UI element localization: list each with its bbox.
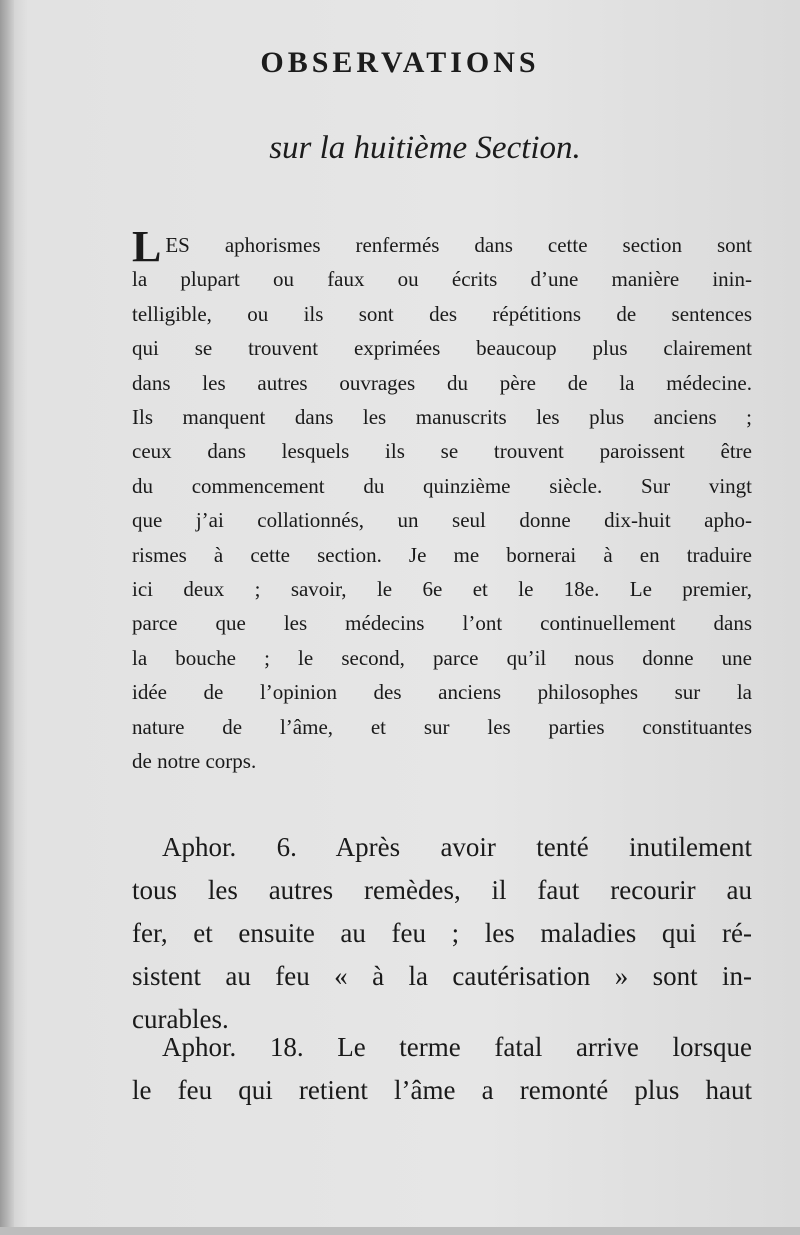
- page-subheading: sur la huitième Section.: [269, 130, 581, 166]
- page-bottom-edge: [0, 1227, 800, 1235]
- intro-line: idée de l’opinion des anciens philosophes sur la: [132, 680, 752, 705]
- aphorism-line: le feu qui retient l’âme a remonté plus haut: [132, 1075, 752, 1105]
- intro-paragraph: [132, 222, 752, 779]
- aphorism-line: sistent au feu « à la cautérisation » sont in-: [132, 961, 752, 991]
- aphorism-line: Aphor. 18. Le terme fatal arrive lorsque: [162, 1032, 752, 1062]
- intro-line: telligible, ou ils sont des répétitions de sentences: [132, 301, 752, 326]
- intro-line: de notre corps.: [132, 749, 257, 774]
- page-binding-edge: [0, 0, 14, 1235]
- aphorism-line: Aphor. 6. Après avoir tenté inutilement: [162, 832, 752, 862]
- intro-line: parce que les médecins l’ont continuellement dans: [132, 611, 752, 636]
- intro-line: la plupart ou faux ou écrits d’une manière inin-: [132, 267, 752, 292]
- drop-cap: L: [132, 222, 162, 271]
- aphorism-line: fer, et ensuite au feu ; les maladies qui ré-: [132, 918, 752, 948]
- intro-line: Ils manquent dans les manuscrits les plus anciens ;: [132, 405, 752, 430]
- intro-line: dans les autres ouvrages du père de la médecine.: [132, 370, 752, 395]
- aphorism-line: curables.: [132, 1004, 229, 1034]
- intro-line: ES aphorismes renfermés dans cette section sont: [165, 233, 752, 257]
- intro-line: nature de l’âme, et sur les parties constituantes: [132, 714, 752, 739]
- intro-line: rismes à cette section. Je me bornerai à en traduire: [132, 542, 752, 567]
- intro-line: du commencement du quinzième siècle. Sur vingt: [132, 473, 752, 498]
- aphorism-6: [132, 826, 752, 1041]
- intro-line: que j’ai collationnés, un seul donne dix-huit apho-: [132, 508, 752, 533]
- intro-line: qui se trouvent exprimées beaucoup plus clairement: [132, 336, 752, 361]
- intro-line: ceux dans lesquels ils se trouvent paroissent être: [132, 439, 752, 464]
- intro-line: ici deux ; savoir, le 6e et le 18e. Le premier,: [132, 577, 752, 602]
- aphorism-line: tous les autres remèdes, il faut recourir au: [132, 875, 752, 905]
- page-heading: OBSERVATIONS: [260, 46, 540, 79]
- first-word-rest: ES: [165, 233, 190, 257]
- intro-line: la bouche ; le second, parce qu’il nous donne une: [132, 645, 752, 670]
- aphorism-18: [132, 1026, 752, 1112]
